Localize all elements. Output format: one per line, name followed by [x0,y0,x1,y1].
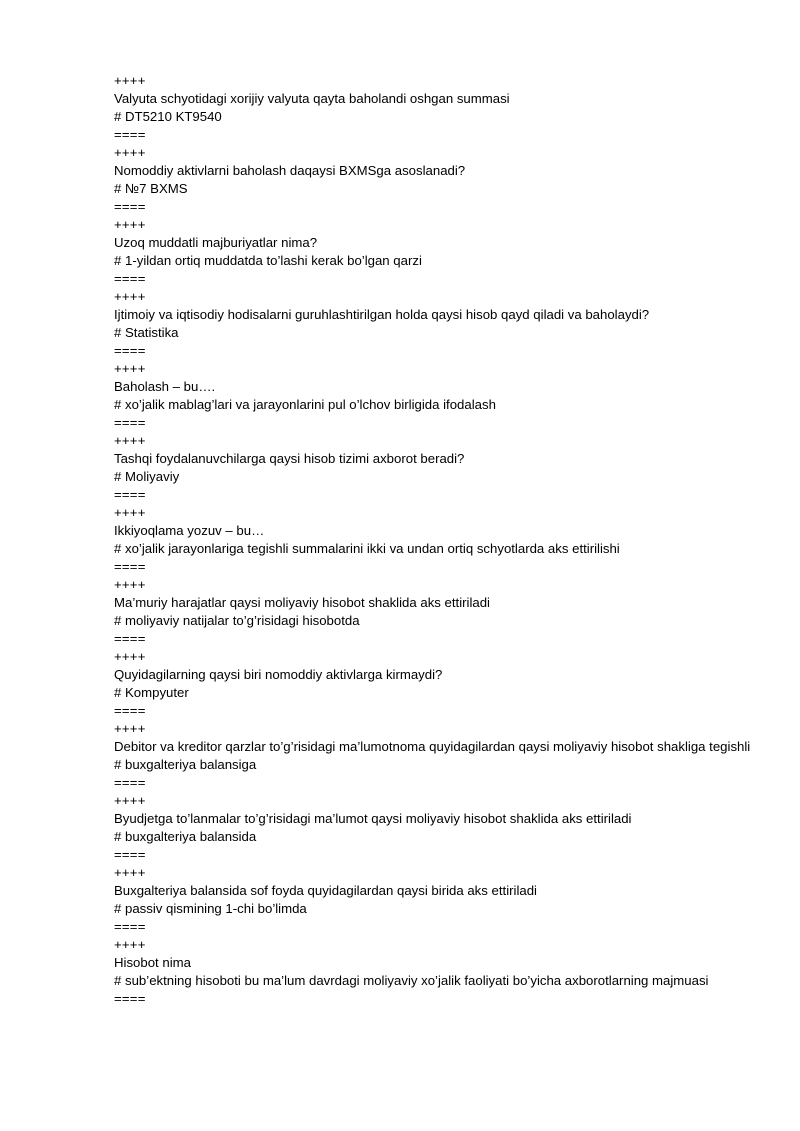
question-block [114,72,754,144]
answer-text: # Kompyuter [114,685,189,700]
answer-text: # buxgalteriya balansiga [114,757,257,772]
block-end-marker: ==== [114,559,146,574]
question-block [114,504,754,576]
question-text: Hisobot nima [114,955,191,970]
block-start-marker: ++++ [114,289,146,304]
question-text: Quyidagilarning qaysi biri nomoddiy aktivlarga kirmaydi? [114,667,443,682]
block-end-marker: ==== [114,415,146,430]
question-text: Tashqi foydalanuvchilarga qaysi hisob tizimi axborot beradi? [114,451,465,466]
block-end-marker: ==== [114,775,146,790]
block-start-marker: ++++ [114,505,146,520]
block-start-marker: ++++ [114,145,146,160]
answer-text: # passiv qismining 1-chi bo’limda [114,901,307,916]
block-end-marker: ==== [114,271,146,286]
block-start-marker: ++++ [114,649,146,664]
question-text: Ijtimoiy va iqtisodiy hodisalarni guruhlashtirilgan holda qaysi hisob qayd qiladi va baholaydi? [114,307,650,322]
block-start-marker: ++++ [114,73,146,88]
block-end-marker: ==== [114,847,146,862]
answer-text: # 1-yildan ortiq muddatda to’lashi kerak bo’lgan qarzi [114,253,422,268]
question-block [114,720,754,792]
block-start-marker: ++++ [114,793,146,808]
question-text: Ma’muriy harajatlar qaysi moliyaviy hisobot shaklida aks ettiriladi [114,595,490,610]
answer-text: # Statistika [114,325,179,340]
block-start-marker: ++++ [114,361,146,376]
question-list [114,72,754,1008]
question-text: Uzoq muddatli majburiyatlar nima? [114,235,318,250]
question-block [114,288,754,360]
question-block [114,216,754,288]
block-start-marker: ++++ [114,937,146,952]
question-text: Debitor va kreditor qarzlar to’g’risidagi ma’lumotnoma quyidagilardan qaysi moliyaviy hisobot shakliga tegishli [114,739,751,754]
answer-text: # №7 BXMS [114,181,188,196]
block-end-marker: ==== [114,631,146,646]
question-block [114,864,754,936]
answer-text: # Moliyaviy [114,469,180,484]
question-block [114,144,754,216]
question-block [114,792,754,864]
block-end-marker: ==== [114,487,146,502]
question-text: Nomoddiy aktivlarni baholash daqaysi BXMSga asoslanadi? [114,163,466,178]
question-block [114,432,754,504]
question-text: Byudjetga to’lanmalar to’g’risidagi ma’lumot qaysi moliyaviy hisobot shaklida aks ettiriladi [114,811,632,826]
question-block [114,648,754,720]
answer-text: # moliyaviy natijalar to’g’risidagi hisobotda [114,613,360,628]
block-start-marker: ++++ [114,721,146,736]
block-start-marker: ++++ [114,577,146,592]
block-end-marker: ==== [114,919,146,934]
block-start-marker: ++++ [114,433,146,448]
block-start-marker: ++++ [114,865,146,880]
block-end-marker: ==== [114,199,146,214]
document-page [114,72,754,1008]
answer-text: # buxgalteriya balansida [114,829,257,844]
block-start-marker: ++++ [114,217,146,232]
answer-text: # sub’ektning hisoboti bu ma’lum davrdagi moliyaviy xo’jalik faoliyati bo’yicha axborotlarning majmuasi [114,973,709,988]
block-end-marker: ==== [114,343,146,358]
question-block [114,936,754,1008]
answer-text: # xo’jalik mablag’lari va jarayonlarini pul o’lchov birligida ifodalash [114,397,496,412]
question-text: Baholash – bu…. [114,379,216,394]
question-text: Valyuta schyotidagi xorijiy valyuta qayta baholandi oshgan summasi [114,91,510,106]
answer-text: # DT5210 KT9540 [114,109,222,124]
block-end-marker: ==== [114,703,146,718]
block-end-marker: ==== [114,127,146,142]
question-text: Ikkiyoqlama yozuv – bu… [114,523,265,538]
block-end-marker: ==== [114,991,146,1006]
question-block [114,360,754,432]
question-block [114,576,754,648]
question-text: Buxgalteriya balansida sof foyda quyidagilardan qaysi birida aks ettiriladi [114,883,537,898]
answer-text: # xo’jalik jarayonlariga tegishli summalarini ikki va undan ortiq schyotlarda aks ettirilishi [114,541,620,556]
